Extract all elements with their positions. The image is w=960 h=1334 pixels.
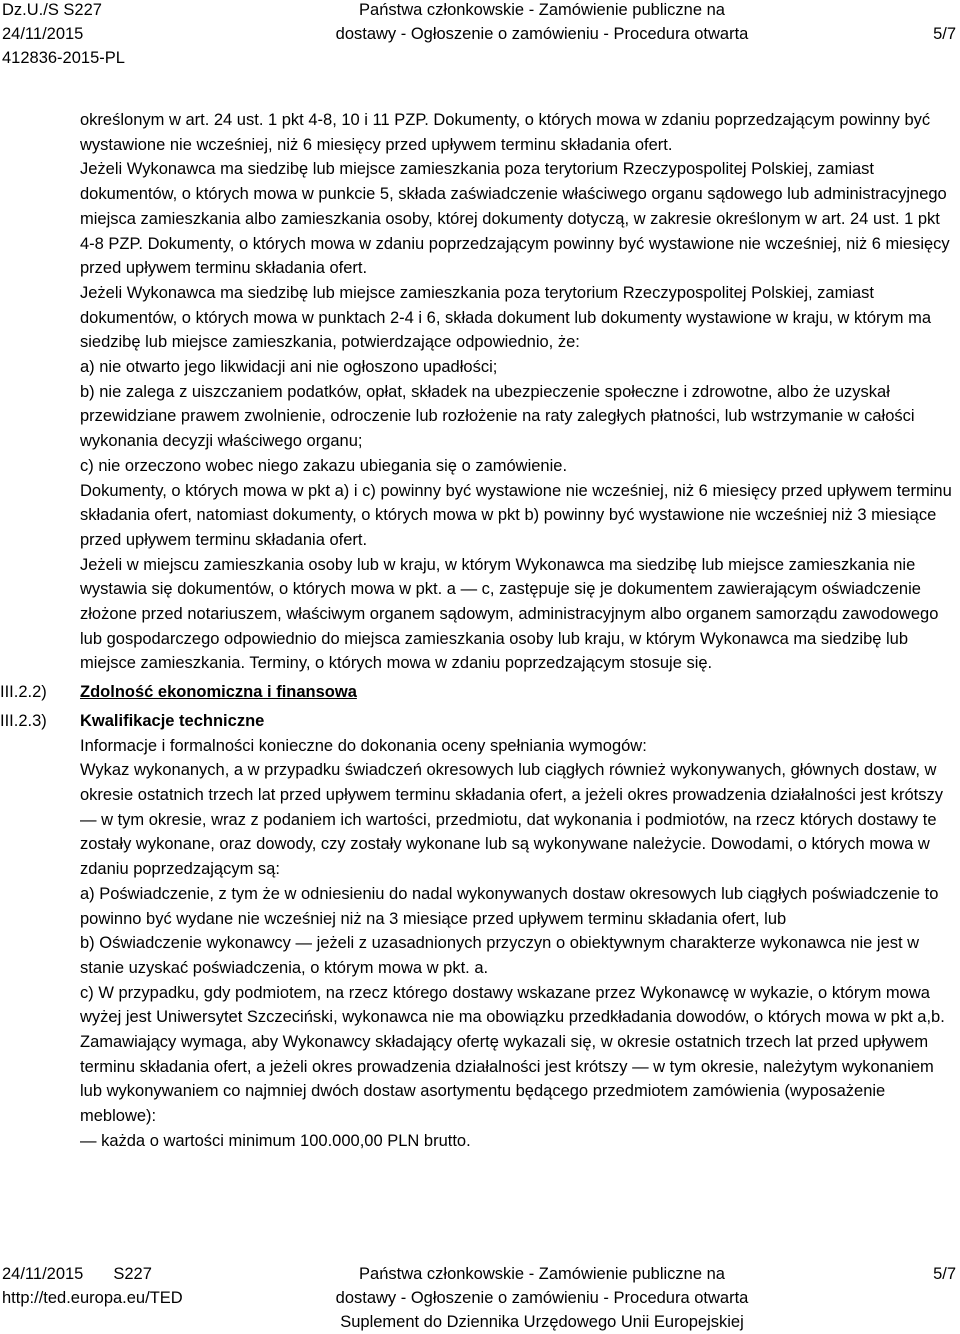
header-page-number: 5/7 (933, 25, 956, 43)
footer-title (312, 1262, 772, 1334)
paragraph: c) nie orzeczono wobec niego zakazu ubiegania się o zamówienie. (80, 456, 568, 475)
paragraph: Jeżeli Wykonawca ma siedzibę lub miejsce zamieszkania poza terytorium Rzeczypospolitej Polskiej, zamiast dokumentów, o których mowa w punkcie 5, składa zaświadczenie właściwego organu sądowego lub administracyjnego miejsca zamieszkania albo zamieszkania osoby, której dokumenty dotyczą, w zakresie określonym w art. 24 ust. 1 pkt 4-8 PZP. Dokumenty, o których mowa w zdaniu poprzedzającym powinny być wystawione nie wcześniej, niż 6 miesięcy przed upływem terminu składania ofert. (80, 160, 950, 278)
paragraph: a) nie otwarto jego likwidacji ani nie ogłoszono upadłości; (80, 358, 498, 377)
footer-date-series (2, 1262, 183, 1286)
footer-series: S227 (113, 1265, 152, 1283)
paragraph: b) Oświadczenie wykonawcy — jeżeli z uzasadnionych przyczyn o obiektywnym charakterze wykonawca nie jest w stanie uzyskać poświadczenia, o którym mowa w pkt. a. (80, 934, 920, 977)
paragraph: określonym w art. 24 ust. 1 pkt 4-8, 10 i 11 PZP. Dokumenty, o których mowa w zdaniu poprzedzającym powinny być wystawione nie wcześniej, niż 6 miesięcy przed upływem terminu składania ofert. (80, 111, 931, 154)
paragraph: — każda o wartości minimum 100.000,00 PLN brutto. (80, 1131, 471, 1150)
section-title: Kwalifikacje techniczne (80, 711, 265, 730)
paragraph: c) W przypadku, gdy podmiotem, na rzecz którego dostawy wskazane przez Wykonawcę w wykazie, o którym mowa wyżej jest Uniwersytet Szczeciński, wykonawca nie ma obowiązku przedkładania dowodów, o których mowa w pkt a,b. (80, 983, 945, 1027)
section-number: III.2.3) (0, 711, 47, 730)
header-title (332, 0, 752, 46)
paragraph: Informacje i formalności konieczne do dokonania oceny spełniania wymogów: (80, 736, 647, 755)
journal-ref: Dz.U./S S227 (2, 1, 102, 19)
section-technical-qualifications (0, 709, 956, 1154)
header-title-line-1: Państwa członkowskie - Zamówienie publiczne na (359, 1, 725, 19)
header-title-line-2: dostawy - Ogłoszenie o zamówieniu - Procedura otwarta (335, 25, 749, 43)
footer-title-line-1: Państwa członkowskie - Zamówienie publiczne na (359, 1265, 725, 1283)
section-number: III.2.2) (0, 683, 47, 702)
footer-page-number: 5/7 (933, 1265, 956, 1283)
paragraph: Zamawiający wymaga, aby Wykonawcy składający ofertę wykazali się, w okresie ostatnich trzech lat przed upływem terminu składania ofert, a jeżeli okres prowadzenia działalności jest krótszy — w tym okresie, należytym wykonaniem lub wykonywaniem co najmniej dwóch dostaw asortymentu będącego przedmiotem zamówienia (wyposażenie meblowe): (80, 1033, 934, 1126)
paragraph: Dokumenty, o których mowa w pkt a) i c) powinny być wystawione nie wcześniej, niż 6 miesięcy przed upływem terminu składania ofert, natomiast dokumenty, o których mowa w pkt b) powinny być wystawione nie wcześniej niż 3 miesiące przed upływem terminu składania ofert. (80, 481, 952, 549)
document-id: 412836-2015-PL (2, 49, 125, 67)
paragraph: Jeżeli w miejscu zamieszkania osoby lub w kraju, w którym Wykonawca ma siedzibę lub miejsce zamieszkania nie wystawia się dokumentów, o których mowa w pkt. a — c, zastępuje się je dokumentem zawierającym oświadczenie złożone przed notariuszem, właściwym organem sądowym, administracyjnym albo organem samorządu zawodowego lub gospodarczego odpowiednio do miejsca zamieszkania osoby lub kraju, w którym Wykonawca ma siedzibę lub miejsce zamieszkania. Terminy, o których mowa w zdaniu poprzedzającym stosuje się. (80, 555, 939, 673)
section-economic-financial (0, 680, 956, 705)
footer-date: 24/11/2015 (2, 1265, 84, 1283)
footer-url: http://ted.europa.eu/TED (2, 1289, 183, 1307)
paragraph: a) Poświadczenie, z tym że w odniesieniu do nadal wykonywanych dostaw okresowych lub ciągłych poświadczenie to powinno być wydane nie wcześniej niż na 3 miesiące przed upływem terminu składania ofert, lub (80, 884, 939, 928)
footer-title-line-3: Suplement do Dziennika Urzędowego Unii Europejskiej (340, 1313, 744, 1331)
paragraph: b) nie zalega z uiszczaniem podatków, opłat, składek na ubezpieczenie społeczne i zdrowotne, albo że uzyskał przewidziane prawem zwolnienie, odroczenie lub rozłożenie na raty zaległych płatności, lub wstrzymanie w całości wykonania decyzji właściwego organu; (80, 382, 915, 451)
paragraph: Wykaz wykonanych, a w przypadku świadczeń okresowych lub ciągłych również wykonywanych, głównych dostaw, w okresie ostatnich trzech lat przed upływem terminu składania ofert, a jeżeli okres prowadzenia działalności jest krótszy — w tym okresie, wraz z podaniem ich wartości, przedmiotu, dat wykonania i podmiotów, na rzecz których dostawy te zostały wykonane, oraz dowody, czy zostały wykonane lub są wykonywane należycie. Dowodami, o których mowa w zdaniu poprzedzającym są: (80, 761, 943, 879)
footer-left (2, 1262, 183, 1310)
paragraph: Jeżeli Wykonawca ma siedzibę lub miejsce zamieszkania poza terytorium Rzeczypospolitej Polskiej, zamiast dokumentów, o których mowa w punktach 2-4 i 6, składa dokument lub dokumenty wystawione w kraju, w którym ma siedzibę lub miejsce zamieszkania, potwierdzające odpowiednio, że: (80, 283, 932, 352)
header-date: 24/11/2015 (2, 25, 84, 43)
section-title: Zdolność ekonomiczna i finansowa (80, 683, 357, 702)
page-header (0, 0, 960, 75)
page-footer (0, 1262, 960, 1334)
header-left (2, 0, 125, 70)
document-body (0, 108, 960, 1154)
footer-title-line-2: dostawy - Ogłoszenie o zamówieniu - Procedura otwarta (335, 1289, 749, 1307)
